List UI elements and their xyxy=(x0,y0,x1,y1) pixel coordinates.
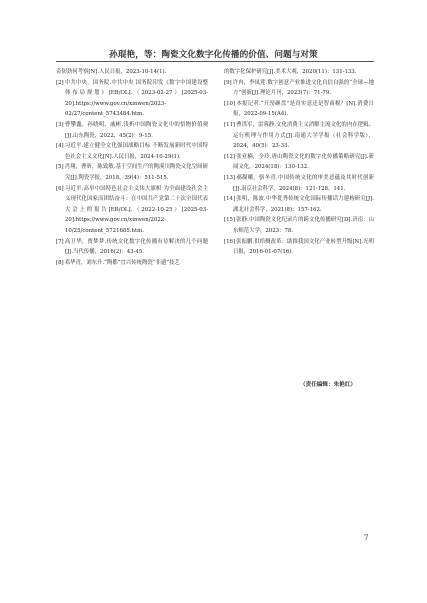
reference-item xyxy=(224,67,374,78)
reference-item xyxy=(56,141,208,162)
reference-item xyxy=(224,99,374,120)
reference-text: 张亚楠，全玲.唐山陶瓷文化的数字化传播策略研究[J].新闻文化，2024(18)：130-132. xyxy=(233,153,374,171)
reference-text: 高卫华，贾梦梦.传统文化数字化传播有待解决的几个问题[J].当代传播，2016(2)：43-45. xyxy=(64,238,208,256)
reference-item xyxy=(224,194,374,215)
reference-number: [9] xyxy=(224,79,232,86)
reference-number: [15] xyxy=(224,217,236,224)
reference-number: [6] xyxy=(56,185,64,192)
reference-text: 奇韧劲何考察[N].人民日报，2023-10-14(1). xyxy=(56,69,167,75)
page-number: 7 xyxy=(364,533,369,542)
reference-text: 肖翔，曹昕，陈致敏.基于空间生产的陶溪川陶瓷文化空间研究[J].陶瓷学报，2018，39(4)：511-515. xyxy=(64,164,208,181)
reference-item xyxy=(56,78,208,120)
reference-number: [2] xyxy=(56,79,64,86)
reference-text: 许冉，李凤莲.数字创意产业推进文化自信自强的“全球—地方”创新[J].理论月刊，2023(7)：71-79. xyxy=(232,79,374,97)
reference-number: [5] xyxy=(56,164,64,171)
reference-number: [16] xyxy=(224,238,236,245)
reference-number: [8] xyxy=(56,259,64,266)
reference-text: 习近平.高举中国特色社会主义伟大旗帜 为全面建设社会主义现代化国家而团结奋斗：在中国共产党第二十次全国代表大会上的报告[EB/OL].（2022-10-25）[2025-03-20].https://www.gov.cn/xinwen/2022-10/25/content_5721685.htm. xyxy=(64,185,208,234)
reference-item xyxy=(224,78,374,99)
reference-number: [14] xyxy=(224,196,236,203)
reference-item xyxy=(224,173,374,194)
reference-item xyxy=(56,258,208,269)
reference-item xyxy=(56,184,208,237)
reference-number: [13] xyxy=(224,174,236,181)
reference-item xyxy=(56,237,208,258)
reference-text: 张明，陈波.中华优秀传统文化国际传播话力建构研究[J].湖北社会科学，2021(8)：157-162. xyxy=(233,196,374,213)
running-header: 孙琨艳，等：陶瓷文化数字化传播的价值、问题与对策 xyxy=(109,50,318,60)
reference-number: [11] xyxy=(224,121,236,128)
reference-text: 郝凝曦，骆冬青.中国传统文化的审美意蕴及其时代创新[J].南京社会科学，2024(8)：121-128，141. xyxy=(233,174,374,192)
reference-text: 张静.中国陶瓷文化纪录片的跨文化传播研究[D].济南：山东师范大学，2023：78. xyxy=(233,217,374,234)
reference-text: 邓华青，刘东升.“陶都”宜兴传统陶瓷“非遗”技艺 xyxy=(64,259,180,266)
reference-number: [4] xyxy=(56,143,64,150)
reference-text: 习近平.建立健全文化强国战略目标 不断发展新时代中国特色社会主义文化[N].人民日报，2024-10-29(1). xyxy=(64,143,208,160)
reference-item xyxy=(56,162,208,183)
reference-item xyxy=(224,237,374,258)
reference-text: 曹攀鑫，孙晓明，戚彬.浅析中国陶瓷文化中的悟物价值观[J].山东陶瓷，2022，45(2)：9-15. xyxy=(64,121,208,139)
reference-text: 中共中央，国务院.中共中央 国务院印发《数字中国建设整体布局规划》[EB/OL].（2023-02-27）[2025-03-20].https://www.gov.cn/xinwen/2023-02/27/content_5743484.htm. xyxy=(64,79,208,118)
reference-item xyxy=(224,215,374,236)
reference-number: [12] xyxy=(224,153,236,160)
reference-number: [7] xyxy=(56,238,64,245)
references-right-column xyxy=(224,67,374,258)
reference-number: [3] xyxy=(56,121,64,128)
reference-text: 的数字化保护研究[J].美术大观，2020(11)：131-133. xyxy=(224,69,357,75)
reference-item xyxy=(224,152,374,173)
reference-text: 曹洪军，雷蓉静.文化消费主义消解主流文化的内在逻辑、运行机理与作用方式[J].南通大学学报（社会科学版），2024，40(5)：23-33. xyxy=(233,121,374,150)
header-divider xyxy=(56,61,374,62)
reference-item xyxy=(56,120,208,141)
reference-text: 本报记者.“开窑砸盘”是真实意还是智商税？[N].消费日报，2022-09-15(A4). xyxy=(233,100,374,118)
reference-number: [10] xyxy=(224,100,236,107)
responsible-editor-note: （责任编辑：朱艳红） xyxy=(300,382,356,388)
references-left-column xyxy=(56,67,208,268)
reference-text: 张振鹏.供给侧改革：助推我国文化产业转型升级[N].光明日报，2016-01-07(16). xyxy=(233,238,374,256)
reference-item xyxy=(56,67,208,78)
reference-item xyxy=(224,120,374,152)
